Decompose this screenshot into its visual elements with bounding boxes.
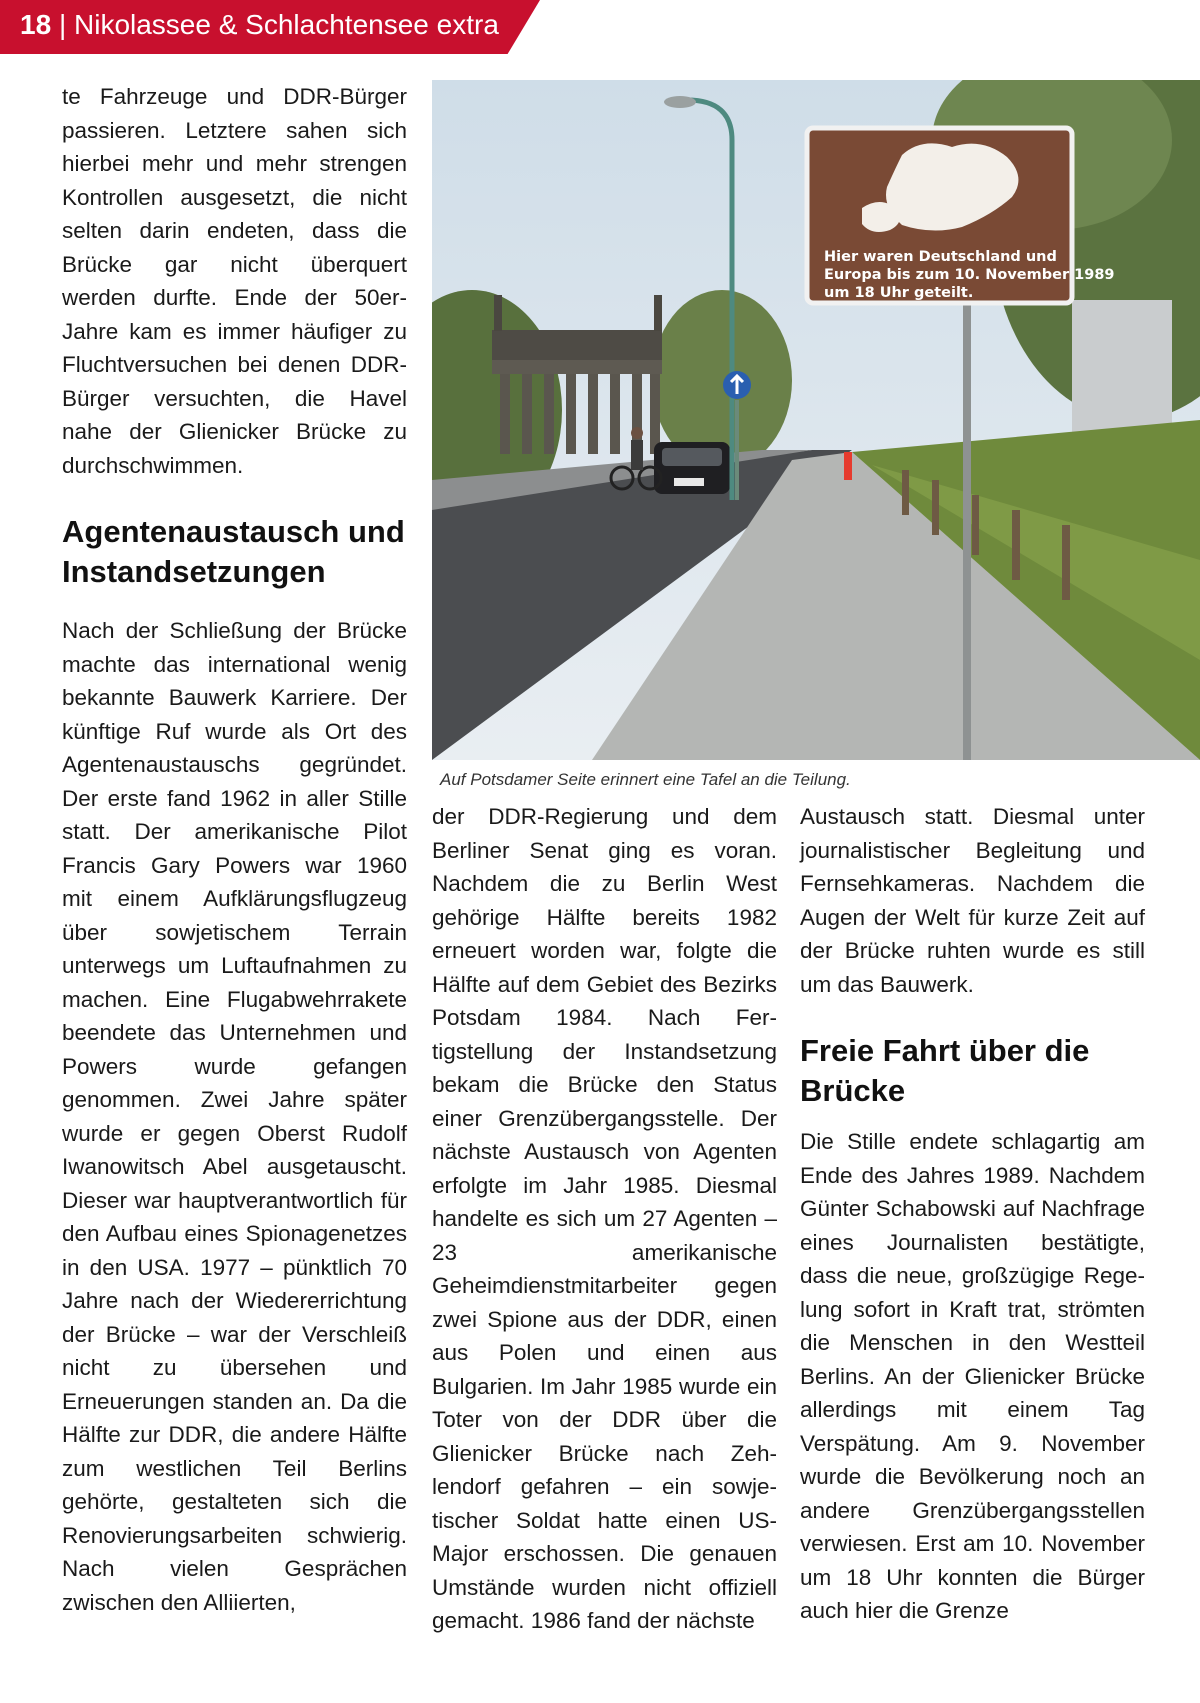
sign-line-3: um 18 Uhr geteilt. — [824, 285, 974, 301]
sign-line-2: Europa bis zum 10. November 1989 — [824, 267, 1115, 283]
article-photo — [432, 80, 1200, 760]
photo-caption: Auf Potsdamer Seite erinnert eine Tafel an die Teilung. — [440, 770, 851, 789]
section-header — [20, 9, 499, 41]
paragraph: Nach der Schließung der Brücke machte das international wenig bekannte Bauwerk Karriere. Der künftige Ruf wurde als Ort des Agentenaustauschs gegründet. Der erste fand 1962 in aller Stille statt. Der amerikanische Pilot Francis Gary Powers war 1960 mit einem Aufklärungsflugzeug über sowjetischem Terrain unterwegs um Luftaufnahmen zu machen. Eine Flugabwehrrakete beendete das Unternehmen und Powers wurde gefangen genommen. Zwei Jahre später wurde er gegen Oberst Rudolf Iwanowitsch Abel ausgetauscht. Dieser war hauptverantwortlich für den Aufbau eines Spionagenetzes in den USA. 1977 – pünktlich 70 Jahre nach der Wiedererrichtung der Brücke – war der Verschleiß nicht zu übersehen und Erneuerungen standen an. Da die Hälfte zur DDR, die andere Hälfte zum westlichen Teil Berlins gehörte, gestalteten sich die Renovierungsarbeiten schwierig. Nach vielen Gesprächen zwischen den Alliierten, — [62, 618, 407, 1615]
subheading: Freie Fahrt über die Brücke — [800, 1033, 1090, 1108]
page-number: 18 — [20, 9, 52, 40]
paragraph: der DDR-Regierung und dem Berliner Senat ging es voran. Nachdem die zu Berlin West gehörige Hälfte bereits 1982 erneuert worden war, folgte die Hälfte auf dem Gebiet des Bezirks Potsdam 1984. Nach Fertigstellung der Instandsetzung bekam die Brücke den Status einer Grenzübergangsstelle. Der nächste Austausch von Agenten erfolgte im Jahr 1985. Diesmal handelte es sich um 27 Agenten – 23 amerikanische Geheimdienstmitarbeiter gegen zwei Spione aus der DDR, einen aus Polen und einen aus Bulgarien. Im Jahr 1985 wurde ein Toter von der DDR über die Glienicker Brücke nach Zehlendorf gefahren – ein sowjetischer Soldat hatte einen US-Major erschossen. Die genauen Umstände wurden nicht offiziell gemacht. 1986 fand der nächste — [432, 804, 777, 1633]
paragraph: Austausch statt. Diesmal unter journalistischer Begleitung und Fernsehkameras. Nachdem die Augen der Welt für kurze Zeit auf der Brücke ruhten wurde es still um das Bauwerk. — [800, 804, 1145, 997]
sign-line-1: Hier waren Deutschland und — [824, 249, 1057, 265]
paragraph: te Fahrzeuge und DDR-Bürger passieren. Letztere sahen sich hierbei mehr und mehr strengen Kontrollen ausgesetzt, die nicht selten darin endeten, dass die Brücke gar nicht überquert werden durfte. Ende der 50er-Jahre kam es immer häufiger zu Fluchtversuchen bei denen DDR-Bürger versuchten, die Havel nahe der Glienicker Brücke zu durchschwimmen. — [62, 84, 407, 478]
paragraph: Die Stille endete schlagartig am Ende des Jahres 1989. Nachdem Günter Schabowski auf Nachfrage eines Journalisten bestätigte, dass die neue, großzügige Regelung sofort in Kraft trat, strömten die Menschen in den Westteil Berlins. An der Glienicker Brücke allerdings mit einem Tag Verspätung. Am 9. November wurde die Bevölkerung noch an andere Grenzübergangsstellen verwiesen. Erst am 10. November um 18 Uhr konnten die Bürger auch hier die Grenze — [800, 1129, 1145, 1623]
section-title: Nikolassee & Schlachtensee extra — [74, 9, 499, 40]
header-separator: | — [58, 9, 67, 40]
text-column-1 — [62, 80, 407, 1619]
text-column-2 — [432, 800, 777, 1638]
text-column-3 — [800, 800, 1145, 1628]
subheading: Agentenaustausch und Instandsetzungen — [62, 514, 405, 589]
photo-illustration — [432, 80, 1200, 760]
